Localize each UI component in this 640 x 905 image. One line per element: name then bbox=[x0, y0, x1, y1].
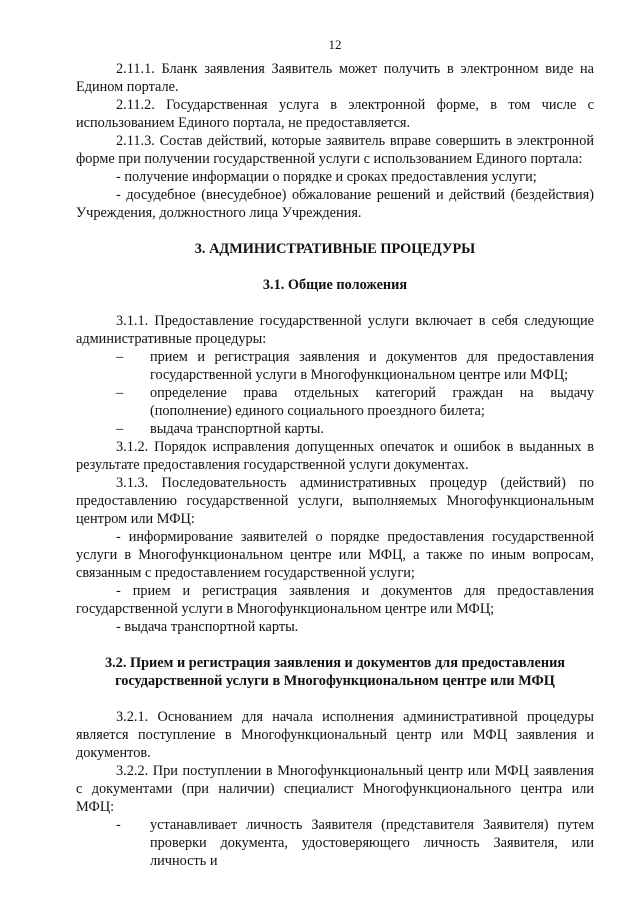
list-item-text: устанавливает личность Заявителя (представителя Заявителя) путем проверки документа, удостоверяющего личность Заявителя, или личность и bbox=[150, 817, 594, 869]
paragraph-2-11-2: 2.11.2. Государственная услуга в электронной форме, в том числе с использованием Единого портала, не предоставляется. bbox=[76, 97, 594, 131]
list-item-issuance: - выдача транспортной карты. bbox=[116, 619, 299, 635]
page-number: 12 bbox=[328, 37, 342, 52]
section-3-2-heading bbox=[76, 654, 594, 690]
paragraph-3-1-1: 3.1.1. Предоставление государственной услуги включает в себя следующие административные процедуры: bbox=[76, 313, 594, 347]
list-item bbox=[76, 384, 594, 420]
list-item bbox=[76, 816, 594, 870]
list-item bbox=[76, 348, 594, 384]
list-marker: – bbox=[116, 421, 124, 437]
list-marker: – bbox=[116, 349, 124, 365]
list-item-informing: - информирование заявителей о порядке предоставления государственной услуги в Многофункциональном центре или МФЦ, а также по иным вопросам, связанным с предоставлением государственной услуги; bbox=[76, 529, 594, 581]
paragraph-2-11-3: 2.11.3. Состав действий, которые заявитель вправе совершить в электронной форме при получении государственной услуги с использованием Единого портала: bbox=[76, 133, 594, 167]
list-marker: - bbox=[116, 817, 121, 833]
paragraph-3-2-2: 3.2.2. При поступлении в Многофункциональный центр или МФЦ заявления с документами (при наличии) специалист Многофункционального центра или МФЦ: bbox=[76, 763, 594, 815]
list-item-reception: - прием и регистрация заявления и документов для предоставления государственной услуги в Многофункциональном центре или МФЦ; bbox=[76, 583, 594, 617]
section-3-heading: 3. АДМИНИСТРАТИВНЫЕ ПРОЦЕДУРЫ bbox=[194, 241, 476, 257]
paragraph-3-1-3: 3.1.3. Последовательность административных процедур (действий) по предоставлению государственной услуги, выполняемых Многофункциональным центром или МФЦ: bbox=[76, 475, 594, 527]
paragraph-2-11-1: 2.11.1. Бланк заявления Заявитель может получить в электронном виде на Едином портале. bbox=[76, 61, 594, 95]
section-3-2-heading-line2: государственной услуги в Многофункциональном центре или МФЦ bbox=[115, 673, 555, 689]
list-item-appeal: - досудебное (внесудебное) обжалование решений и действий (бездействия) Учреждения, должностного лица Учреждения. bbox=[76, 187, 594, 221]
list-item-text: определение права отдельных категорий граждан на выдачу (пополнение) единого социального проездного билета; bbox=[150, 385, 594, 419]
section-3-1-heading: 3.1. Общие положения bbox=[262, 277, 408, 293]
list-item bbox=[76, 420, 594, 438]
paragraph-3-2-1: 3.2.1. Основанием для начала исполнения административной процедуры является поступление в Многофункциональный центр или МФЦ заявления и документов. bbox=[76, 709, 594, 761]
list-item-info: - получение информации о порядке и сроках предоставления услуги; bbox=[116, 169, 537, 185]
list-marker: – bbox=[116, 385, 124, 401]
document-body bbox=[76, 60, 594, 870]
list-item-text: выдача транспортной карты. bbox=[150, 421, 324, 437]
paragraph-3-1-2: 3.1.2. Порядок исправления допущенных опечаток и ошибок в выданных в результате предоставления государственной услуги документах. bbox=[76, 439, 594, 473]
section-3-2-heading-line1: 3.2. Прием и регистрация заявления и документов для предоставления bbox=[104, 655, 566, 671]
list-item-text: прием и регистрация заявления и документов для предоставления государственной услуги в Многофункциональном центре или МФЦ; bbox=[150, 349, 594, 383]
